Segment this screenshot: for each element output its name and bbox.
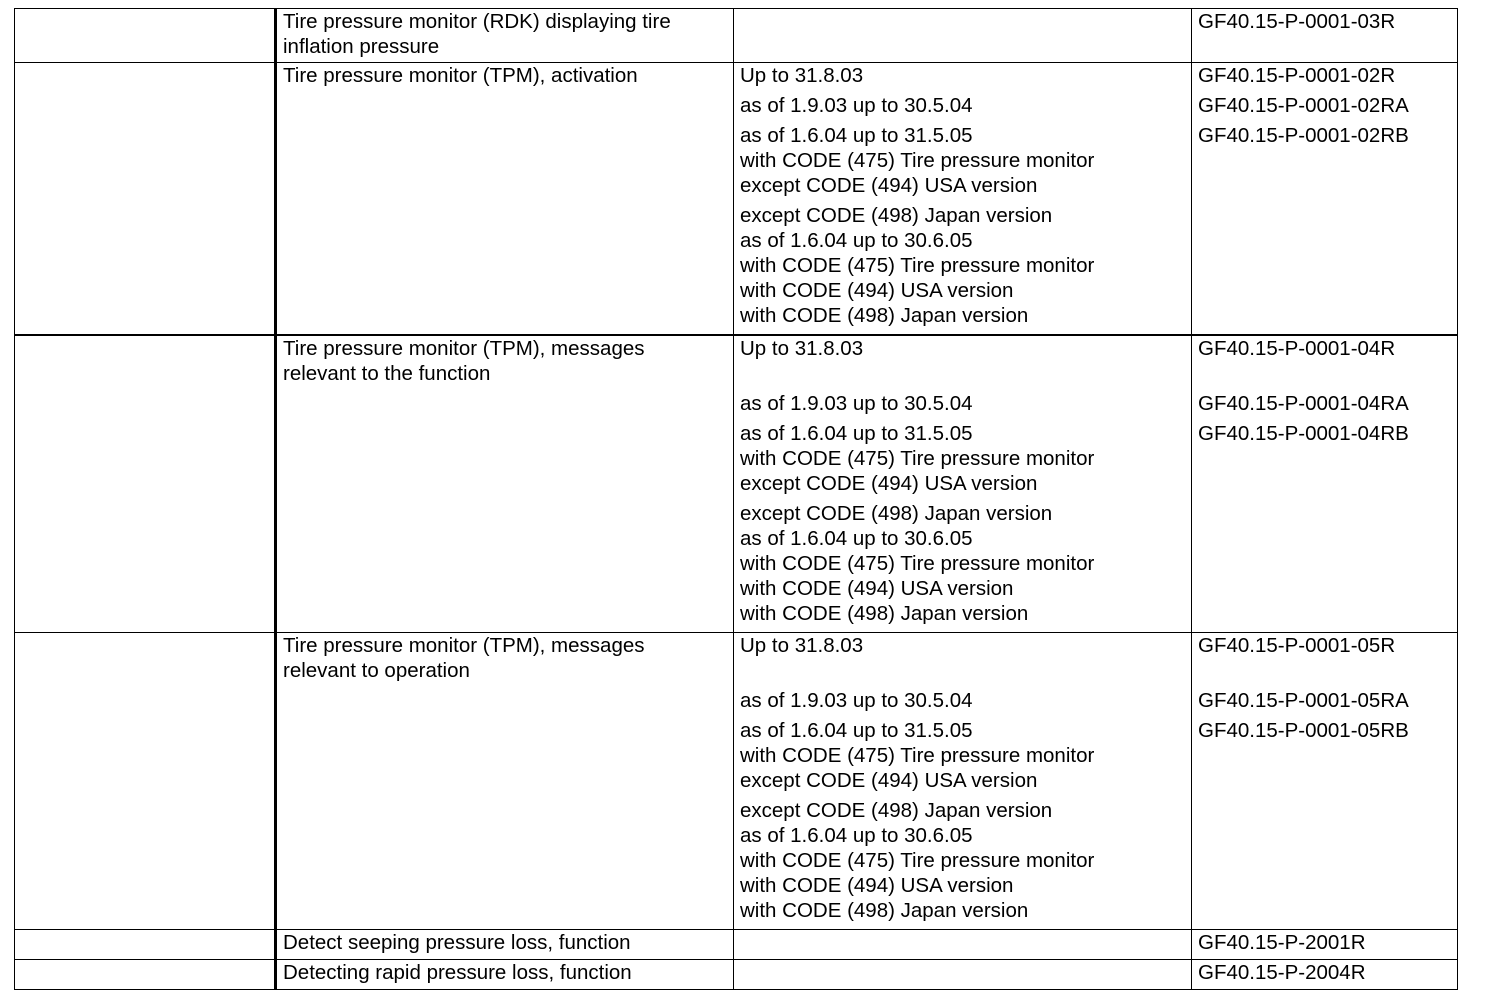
- validity-line: except CODE (494) USA version: [740, 769, 1038, 792]
- title-line: Tire pressure monitor (TPM), messages: [283, 337, 645, 360]
- validity-line: as of 1.6.04 up to 31.5.05: [740, 422, 973, 445]
- validity-line: except CODE (498) Japan version: [740, 799, 1053, 822]
- table-row: [15, 335, 1458, 633]
- doc-ref: GF40.15-P-0001-02RA: [1198, 94, 1409, 117]
- validity-line: with CODE (494) USA version: [740, 577, 1014, 600]
- doc-ref: GF40.15-P-0001-05RA: [1198, 689, 1409, 712]
- validity-line: with CODE (475) Tire pressure monitor: [740, 447, 1095, 470]
- doc-ref: GF40.15-P-2001R: [1198, 931, 1366, 954]
- doc-ref-cell: [1192, 960, 1458, 990]
- validity-line: except CODE (498) Japan version: [740, 204, 1053, 227]
- table-row: [15, 9, 1458, 63]
- title-line: relevant to operation: [283, 659, 470, 682]
- table-row: [15, 633, 1458, 930]
- validity-line: with CODE (475) Tire pressure monitor: [740, 552, 1095, 575]
- doc-ref: GF40.15-P-0001-04RB: [1198, 422, 1409, 445]
- validity-line: with CODE (475) Tire pressure monitor: [740, 744, 1095, 767]
- title-line: Tire pressure monitor (TPM), activation: [283, 64, 638, 87]
- doc-ref: GF40.15-P-0001-02R: [1198, 64, 1396, 87]
- title-line: Detecting rapid pressure loss, function: [283, 961, 632, 984]
- validity-line: except CODE (494) USA version: [740, 472, 1038, 495]
- validity-line: as of 1.9.03 up to 30.5.04: [740, 689, 973, 712]
- validity-line: with CODE (494) USA version: [740, 279, 1014, 302]
- doc-ref: GF40.15-P-2004R: [1198, 961, 1366, 984]
- title-line: relevant to the function: [283, 362, 491, 385]
- table-row: [15, 960, 1458, 990]
- validity-line: with CODE (498) Japan version: [740, 602, 1029, 625]
- document-table: [14, 8, 1458, 990]
- validity-line: Up to 31.8.03: [740, 337, 864, 360]
- validity-line: except CODE (494) USA version: [740, 174, 1038, 197]
- validity-cell: [734, 930, 1192, 960]
- title-line: Tire pressure monitor (TPM), messages: [283, 634, 645, 657]
- doc-ref: GF40.15-P-0001-04R: [1198, 337, 1396, 360]
- doc-ref-cell: [1192, 9, 1458, 63]
- validity-cell: [734, 335, 1192, 633]
- blank-cell: [15, 335, 276, 633]
- function-title-cell: [276, 9, 734, 63]
- doc-ref: GF40.15-P-0001-04RA: [1198, 392, 1409, 415]
- validity-cell: [734, 633, 1192, 930]
- blank-cell: [15, 9, 276, 63]
- blank-cell: [15, 633, 276, 930]
- table-row: [15, 63, 1458, 336]
- validity-line: as of 1.6.04 up to 30.6.05: [740, 824, 973, 847]
- validity-line: with CODE (475) Tire pressure monitor: [740, 849, 1095, 872]
- table-row: [15, 930, 1458, 960]
- doc-ref-cell: [1192, 335, 1458, 633]
- function-title-cell: [276, 633, 734, 930]
- validity-line: with CODE (498) Japan version: [740, 899, 1029, 922]
- doc-ref: GF40.15-P-0001-05RB: [1198, 719, 1409, 742]
- title-line: inflation pressure: [283, 35, 440, 58]
- doc-ref: GF40.15-P-0001-02RB: [1198, 124, 1409, 147]
- blank-cell: [15, 960, 276, 990]
- validity-line: with CODE (475) Tire pressure monitor: [740, 254, 1095, 277]
- blank-cell: [15, 930, 276, 960]
- doc-ref-cell: [1192, 633, 1458, 930]
- validity-line: as of 1.6.04 up to 31.5.05: [740, 719, 973, 742]
- validity-line: as of 1.9.03 up to 30.5.04: [740, 94, 973, 117]
- validity-line: with CODE (475) Tire pressure monitor: [740, 149, 1095, 172]
- function-title-cell: [276, 63, 734, 336]
- validity-line: as of 1.6.04 up to 31.5.05: [740, 124, 973, 147]
- validity-cell: [734, 9, 1192, 63]
- validity-line: Up to 31.8.03: [740, 64, 864, 87]
- validity-line: with CODE (498) Japan version: [740, 304, 1029, 327]
- function-title-cell: [276, 335, 734, 633]
- doc-ref: GF40.15-P-0001-03R: [1198, 10, 1396, 33]
- validity-line: Up to 31.8.03: [740, 634, 864, 657]
- validity-line: as of 1.6.04 up to 30.6.05: [740, 527, 973, 550]
- validity-cell: [734, 960, 1192, 990]
- doc-ref: GF40.15-P-0001-05R: [1198, 634, 1396, 657]
- title-line: Tire pressure monitor (RDK) displaying tire: [283, 10, 671, 33]
- validity-line: as of 1.9.03 up to 30.5.04: [740, 392, 973, 415]
- doc-ref-cell: [1192, 63, 1458, 336]
- function-title-cell: [276, 960, 734, 990]
- validity-cell: [734, 63, 1192, 336]
- validity-line: as of 1.6.04 up to 30.6.05: [740, 229, 973, 252]
- validity-line: with CODE (494) USA version: [740, 874, 1014, 897]
- doc-ref-cell: [1192, 930, 1458, 960]
- validity-line: except CODE (498) Japan version: [740, 502, 1053, 525]
- function-title-cell: [276, 930, 734, 960]
- blank-cell: [15, 63, 276, 336]
- title-line: Detect seeping pressure loss, function: [283, 931, 631, 954]
